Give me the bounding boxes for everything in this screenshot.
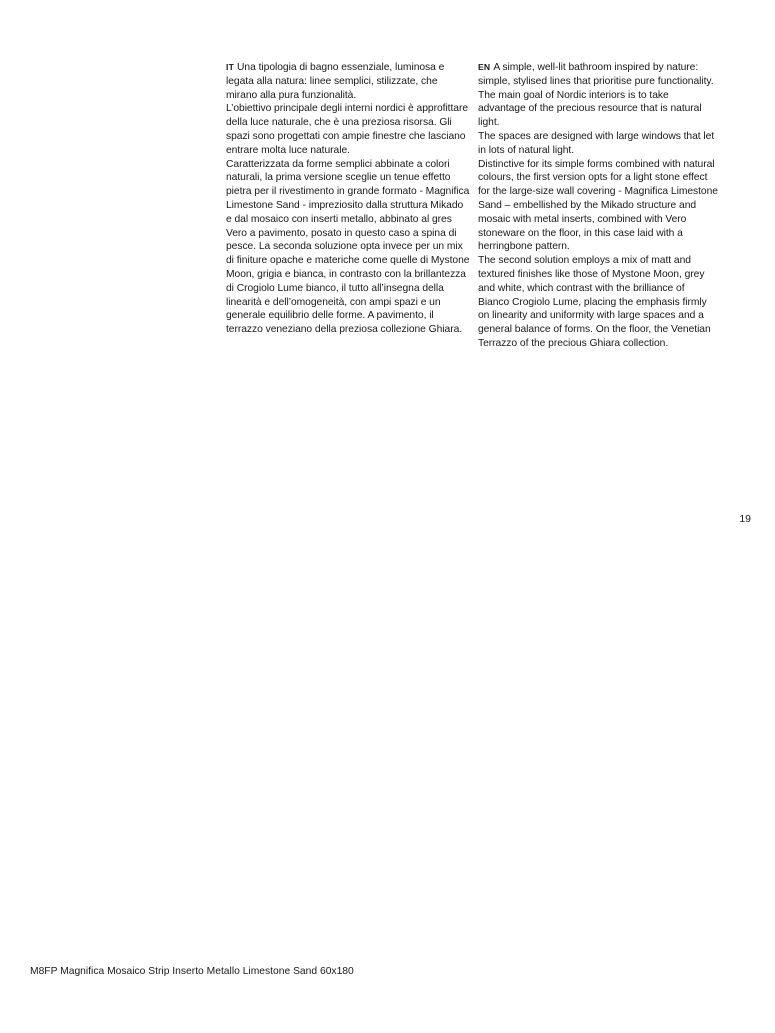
language-tag-en: EN xyxy=(478,62,491,72)
english-paragraph-1-text: A simple, well-lit bathroom inspired by nature: simple, stylised lines that prioritise pure functionality. xyxy=(478,62,714,87)
italian-paragraph-1-text: Una tipologia di bagno essenziale, luminosa e legata alla natura: linee semplici, stilizzate, che mirano alla pura funzionalità. xyxy=(226,62,445,101)
english-paragraph-1 xyxy=(478,61,718,89)
english-paragraph-2: The main goal of Nordic interiors is to take advantage of the precious resource that is natural light. xyxy=(478,89,702,129)
italian-paragraph-1 xyxy=(226,61,470,102)
english-paragraph-3: The spaces are designed with large windows that let in lots of natural light. xyxy=(478,130,715,156)
english-text-column xyxy=(478,61,718,351)
product-caption: M8FP Magnifica Mosaico Strip Inserto Metallo Limestone Sand 60x180 xyxy=(30,966,354,977)
language-tag-it: IT xyxy=(226,62,235,72)
english-paragraph-5: The second solution employs a mix of matt and textured finishes like those of Mystone Moon, grey and white, which contrast with the brilliance of Bianco Crogiolo Lume, placing the emphasis firmly on linearity and uniformity with large spaces and a general balance of forms. On the floor, the Venetian Terrazzo of the precious Ghiara collection. xyxy=(478,255,711,349)
italian-paragraph-2: L’obiettivo principale degli interni nordici è approfittare della luce naturale, che è una preziosa risorsa. Gli spazi sono progettati con ampie finestre che lasciano entrare molta luce naturale. xyxy=(226,103,469,156)
italian-paragraph-3: Caratterizzata da forme semplici abbinate a colori naturali, la prima versione sceglie un tenue effetto pietra per il rivestimento in grande formato - Magnifica Limestone Sand - impreziosito dalla struttura Mikado e dal mosaico con inserti metallo, abbinato al gres Vero a pavimento, posato in questo caso a spina di pesce. La seconda soluzione opta invece per un mix di finiture opache e materiche come quelle di Mystone Moon, grigia e bianca, in contrasto con la brillantezza di Crogiolo Lume bianco, il tutto all’insegna della linearità e dell’omogeneità, con ampi spazi e un generale equilibrio delle forme. A pavimento, il terrazzo veneziano della preziosa collezione Ghiara. xyxy=(226,158,470,336)
page-number: 19 xyxy=(739,513,751,525)
english-paragraph-4: Distinctive for its simple forms combined with natural colours, the first version opts for a light stone effect for the large-size wall covering - Magnifica Limestone Sand – embellished by the Mikado structure and mosaic with metal inserts, combined with Vero stoneware on the floor, in this case laid with a herringbone pattern. xyxy=(478,158,718,253)
italian-text-column xyxy=(226,61,470,337)
